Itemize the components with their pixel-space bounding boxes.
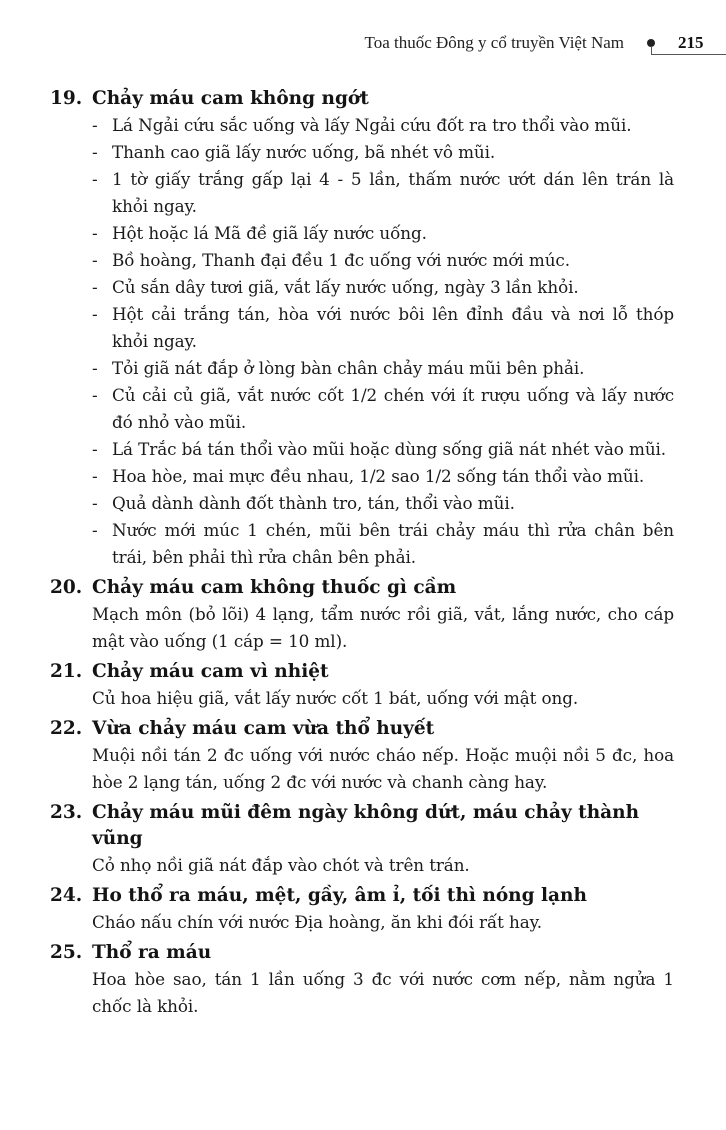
section-heading xyxy=(50,86,674,112)
section-heading xyxy=(50,800,674,852)
section-heading xyxy=(50,716,674,742)
section-20 xyxy=(50,575,674,655)
section-body: Hoa hòe sao, tán 1 lần uống 3 đc với nước cơm nếp, nằm ngửa 1 chốc là khỏi. xyxy=(92,969,674,1016)
header-rule xyxy=(651,54,726,55)
section-title: Vừa chảy máu cam vừa thổ huyết xyxy=(92,718,435,739)
section-body: Cỏ nhọ nồi giã nát đắp vào chót và trên trán. xyxy=(92,855,470,875)
running-header xyxy=(0,0,726,60)
section-22 xyxy=(50,716,674,796)
list-item: - Nước mới múc 1 chén, mũi bên trái chảy máu thì rửa chân bên trái, bên phải thì rửa chân bên phải. xyxy=(92,520,674,567)
section-title: Chảy máu cam không ngớt xyxy=(92,88,369,109)
list-item: - Tỏi giã nát đắp ở lòng bàn chân chảy máu mũi bên phải. xyxy=(92,358,585,378)
running-title: Toa thuốc Đông y cổ truyền Việt Nam xyxy=(364,33,624,52)
section-25 xyxy=(50,940,674,1020)
section-23 xyxy=(50,800,674,879)
section-title: Thổ ra máu xyxy=(92,942,212,963)
list-item: - Quả dành dành đốt thành tro, tán, thổi vào mũi. xyxy=(92,493,515,513)
list-item: - Hột cải trắng tán, hòa với nước bôi lên đỉnh đầu và nơi lỗ thóp khỏi ngay. xyxy=(92,304,674,351)
section-number: 23. xyxy=(50,802,83,823)
section-title: Chảy máu cam không thuốc gì cầm xyxy=(92,577,457,598)
section-title: Chảy máu mũi đêm ngày không dứt, máu chảy thành vũng xyxy=(92,802,640,849)
section-number: 20. xyxy=(50,577,83,598)
section-number: 21. xyxy=(50,661,83,682)
section-body: Củ hoa hiệu giã, vắt lấy nước cốt 1 bát, uống với mật ong. xyxy=(92,688,579,708)
section-21 xyxy=(50,659,674,712)
list-item: - Hoa hòe, mai mực đều nhau, 1/2 sao 1/2 sống tán thổi vào mũi. xyxy=(92,466,645,486)
list-item: - Lá Ngải cứu sắc uống và lấy Ngải cứu đốt ra tro thổi vào mũi. xyxy=(92,115,632,135)
section-number: 25. xyxy=(50,942,83,963)
list-item: - Hột hoặc lá Mã đề giã lấy nước uống. xyxy=(92,223,427,243)
section-title: Ho thổ ra máu, mệt, gầy, âm ỉ, tối thì nóng lạnh xyxy=(92,885,587,906)
section-heading xyxy=(50,659,674,685)
section-heading xyxy=(50,940,674,966)
list-item: - Củ cải củ giã, vắt nước cốt 1/2 chén với ít rượu uống và lấy nước đó nhỏ vào mũi. xyxy=(92,385,674,432)
section-number: 22. xyxy=(50,718,83,739)
list-item: - Củ sắn dây tươi giã, vắt lấy nước uống, ngày 3 lần khỏi. xyxy=(92,277,579,297)
list-item: - Thanh cao giã lấy nước uống, bã nhét vô mũi. xyxy=(92,142,496,162)
list-item: - 1 tờ giấy trắng gấp lại 4 - 5 lần, thấm nước ướt dán lên trán là khỏi ngay. xyxy=(92,169,674,216)
section-title: Chảy máu cam vì nhiệt xyxy=(92,661,329,682)
page-number: 215 xyxy=(678,33,704,52)
list-item: - Lá Trắc bá tán thổi vào mũi hoặc dùng sống giã nát nhét vào mũi. xyxy=(92,439,667,459)
section-19 xyxy=(50,86,674,571)
section-body: Cháo nấu chín với nước Địa hoàng, ăn khi đói rất hay. xyxy=(92,912,543,932)
section-24 xyxy=(50,883,674,936)
list-item: - Bồ hoàng, Thanh đại đều 1 đc uống với nước mới múc. xyxy=(92,250,570,270)
section-number: 24. xyxy=(50,885,83,906)
section-number: 19. xyxy=(50,88,83,109)
page-content xyxy=(50,86,674,1024)
section-heading xyxy=(50,575,674,601)
section-heading xyxy=(50,883,674,909)
section-body: Muội nồi tán 2 đc uống với nước cháo nếp. Hoặc muội nồi 5 đc, hoa hòe 2 lạng tán, uống 2 đc với nước và chanh càng hay. xyxy=(92,745,674,792)
section-body: Mạch môn (bỏ lõi) 4 lạng, tẩm nước rồi giã, vắt, lắng nước, cho cáp mật vào uống (1 cáp = 10 ml). xyxy=(92,604,674,651)
